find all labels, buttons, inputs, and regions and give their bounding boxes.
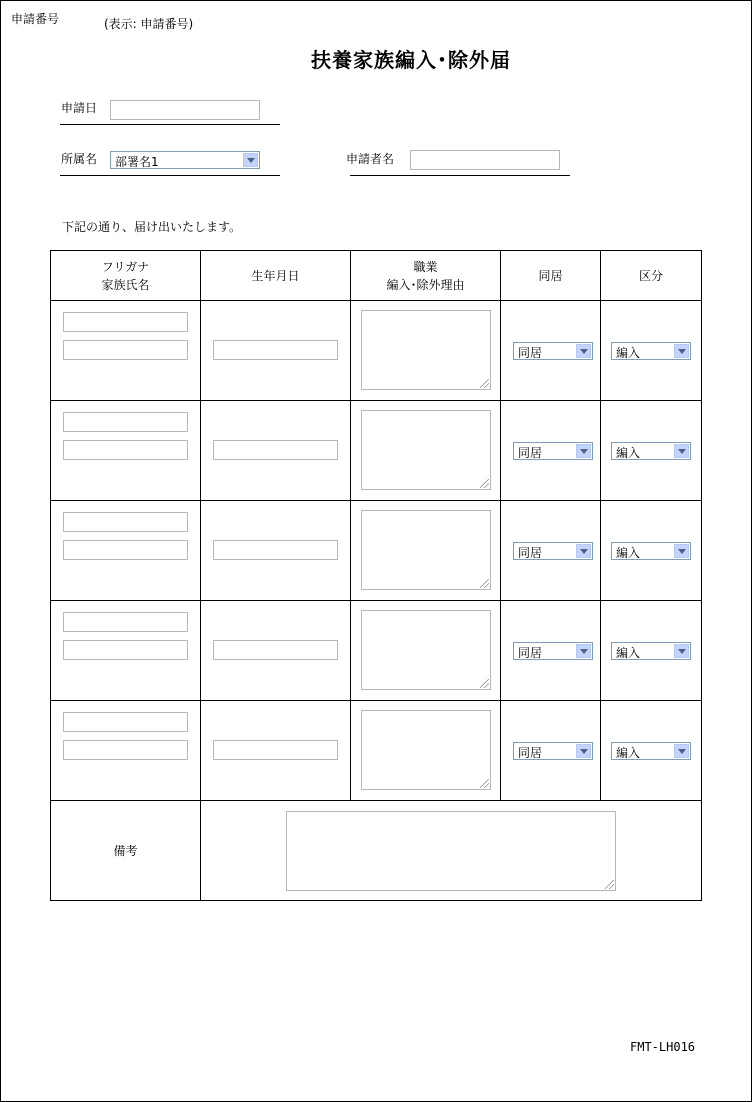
dept-underline xyxy=(60,175,280,176)
cohabit-select[interactable] xyxy=(513,742,593,760)
family-name-input[interactable] xyxy=(63,440,188,460)
dept-label: 所属名 xyxy=(61,152,98,166)
cohabit-select-value: 同居 xyxy=(518,546,543,560)
birth-date-input[interactable] xyxy=(213,440,338,460)
header-name xyxy=(51,251,201,301)
table-row xyxy=(51,301,702,401)
birth-cell xyxy=(201,301,351,401)
birth-cell xyxy=(201,601,351,701)
chevron-down-icon xyxy=(576,344,591,358)
family-name-input[interactable] xyxy=(63,540,188,560)
category-select[interactable] xyxy=(611,342,691,360)
dept-select[interactable] xyxy=(110,151,260,169)
resize-grip-icon[interactable] xyxy=(605,880,614,889)
resize-grip-icon[interactable] xyxy=(480,479,489,488)
cohabit-select-value: 同居 xyxy=(518,646,543,660)
category-cell xyxy=(601,701,702,801)
reason-cell xyxy=(351,601,501,701)
cohabit-select-value: 同居 xyxy=(518,746,543,760)
reason-textarea[interactable] xyxy=(361,710,491,790)
cohabit-select[interactable] xyxy=(513,442,593,460)
chevron-down-icon xyxy=(576,444,591,458)
cohabit-cell xyxy=(501,601,601,701)
header-occupation-line: 職業 xyxy=(413,259,438,274)
header-furigana: フリガナ xyxy=(101,259,150,274)
category-select-value: 編入 xyxy=(616,346,641,360)
reason-cell xyxy=(351,701,501,801)
reason-textarea[interactable] xyxy=(361,610,491,690)
category-select-value: 編入 xyxy=(616,546,641,560)
reason-cell xyxy=(351,501,501,601)
birth-cell xyxy=(201,501,351,601)
form-code: FMT-LH016 xyxy=(630,1040,696,1054)
header-occupation xyxy=(351,251,501,301)
family-name-input[interactable] xyxy=(63,640,188,660)
cohabit-select[interactable] xyxy=(513,642,593,660)
reason-cell xyxy=(351,401,501,501)
chevron-down-icon xyxy=(243,153,258,167)
birth-date-input[interactable] xyxy=(213,540,338,560)
remarks-row xyxy=(51,801,702,901)
family-table xyxy=(50,250,702,901)
birth-date-input[interactable] xyxy=(213,740,338,760)
name-cell xyxy=(51,501,201,601)
intro-text: 下記の通り、届け出いたします。 xyxy=(62,220,242,234)
chevron-down-icon xyxy=(576,544,591,558)
cohabit-cell xyxy=(501,301,601,401)
remarks-cell xyxy=(201,801,702,901)
cohabit-cell xyxy=(501,501,601,601)
family-name-input[interactable] xyxy=(63,740,188,760)
furigana-input[interactable] xyxy=(63,612,188,632)
applicant-label: 申請者名 xyxy=(346,152,395,166)
table-header-row xyxy=(51,251,702,301)
birth-cell xyxy=(201,701,351,801)
app-number-display: (表示: 申請番号) xyxy=(104,17,194,31)
category-cell xyxy=(601,501,702,601)
chevron-down-icon xyxy=(674,444,689,458)
category-cell xyxy=(601,401,702,501)
cohabit-select[interactable] xyxy=(513,542,593,560)
name-cell xyxy=(51,701,201,801)
name-cell xyxy=(51,301,201,401)
table-row xyxy=(51,601,702,701)
reason-textarea[interactable] xyxy=(361,410,491,490)
header-birth: 生年月日 xyxy=(201,251,351,301)
category-select[interactable] xyxy=(611,742,691,760)
chevron-down-icon xyxy=(674,544,689,558)
chevron-down-icon xyxy=(576,744,591,758)
table-row xyxy=(51,401,702,501)
cohabit-select[interactable] xyxy=(513,342,593,360)
header-reason-line: 編入･除外理由 xyxy=(386,277,465,292)
birth-cell xyxy=(201,401,351,501)
resize-grip-icon[interactable] xyxy=(480,379,489,388)
birth-date-input[interactable] xyxy=(213,340,338,360)
date-label: 申請日 xyxy=(61,101,98,115)
name-cell xyxy=(51,401,201,501)
category-select[interactable] xyxy=(611,642,691,660)
resize-grip-icon[interactable] xyxy=(480,579,489,588)
chevron-down-icon xyxy=(674,644,689,658)
category-select-value: 編入 xyxy=(616,646,641,660)
applicant-underline xyxy=(350,175,570,176)
birth-date-input[interactable] xyxy=(213,640,338,660)
table-row xyxy=(51,701,702,801)
category-select[interactable] xyxy=(611,442,691,460)
date-input[interactable] xyxy=(110,100,260,120)
category-cell xyxy=(601,301,702,401)
header-family-name: 家族氏名 xyxy=(101,277,150,292)
remarks-label: 備考 xyxy=(51,801,201,901)
category-select-value: 編入 xyxy=(616,446,641,460)
chevron-down-icon xyxy=(674,744,689,758)
remarks-textarea[interactable] xyxy=(286,811,616,891)
dept-select-value: 部署名1 xyxy=(115,155,159,169)
name-cell xyxy=(51,601,201,701)
category-select[interactable] xyxy=(611,542,691,560)
reason-textarea[interactable] xyxy=(361,310,491,390)
date-underline xyxy=(60,124,280,125)
furigana-input[interactable] xyxy=(63,712,188,732)
table-row xyxy=(51,501,702,601)
reason-textarea[interactable] xyxy=(361,510,491,590)
furigana-input[interactable] xyxy=(63,412,188,432)
category-select-value: 編入 xyxy=(616,746,641,760)
cohabit-select-value: 同居 xyxy=(518,446,543,460)
resize-grip-icon[interactable] xyxy=(480,679,489,688)
reason-cell xyxy=(351,301,501,401)
header-cohabit: 同居 xyxy=(501,251,601,301)
furigana-input[interactable] xyxy=(63,312,188,332)
page-title: 扶養家族編入･除外届 xyxy=(311,48,511,72)
chevron-down-icon xyxy=(674,344,689,358)
cohabit-select-value: 同居 xyxy=(518,346,543,360)
header-category: 区分 xyxy=(601,251,702,301)
furigana-input[interactable] xyxy=(63,512,188,532)
chevron-down-icon xyxy=(576,644,591,658)
cohabit-cell xyxy=(501,701,601,801)
category-cell xyxy=(601,601,702,701)
applicant-input[interactable] xyxy=(410,150,560,170)
resize-grip-icon[interactable] xyxy=(480,779,489,788)
cohabit-cell xyxy=(501,401,601,501)
family-name-input[interactable] xyxy=(63,340,188,360)
app-number-label: 申請番号 xyxy=(11,12,60,26)
